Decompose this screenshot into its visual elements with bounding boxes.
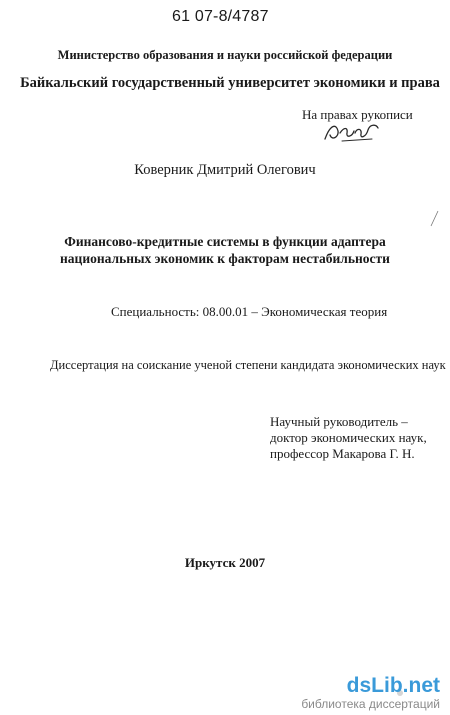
- author-name: Коверник Дмитрий Олегович: [134, 162, 316, 178]
- watermark-subtitle: библиотека диссертаций: [301, 697, 440, 711]
- supervisor-line: доктор экономических наук,: [270, 430, 427, 445]
- title-line: Финансово-кредитные системы в функции адаптера: [64, 234, 386, 249]
- pen-mark: [428, 210, 440, 228]
- specialty-line: Специальность: 08.00.01 – Экономическая теория: [111, 304, 388, 319]
- university-heading: Байкальский государственный университет экономики и права: [20, 75, 440, 91]
- site-watermark[interactable]: [301, 675, 440, 711]
- supervisor-line: Научный руководитель –: [270, 414, 408, 429]
- title-line: национальных экономик к факторам нестабильности: [60, 251, 390, 266]
- dissertation-title: [0, 233, 450, 267]
- archive-number: 61 07-8/4787: [172, 8, 269, 25]
- manuscript-note: На правах рукописи: [302, 107, 413, 122]
- supervisor-line: профессор Макарова Г. Н.: [270, 446, 415, 461]
- dissertation-degree-line: Диссертация на соискание ученой степени кандидата экономических наук: [50, 358, 446, 372]
- supervisor-block: [270, 414, 427, 462]
- handwritten-signature: [322, 119, 382, 145]
- city-year: Иркутск 2007: [184, 555, 266, 570]
- ministry-heading: Министерство образования и науки российской федерации: [57, 48, 393, 62]
- watermark-brand[interactable]: dsLib.net: [346, 674, 440, 697]
